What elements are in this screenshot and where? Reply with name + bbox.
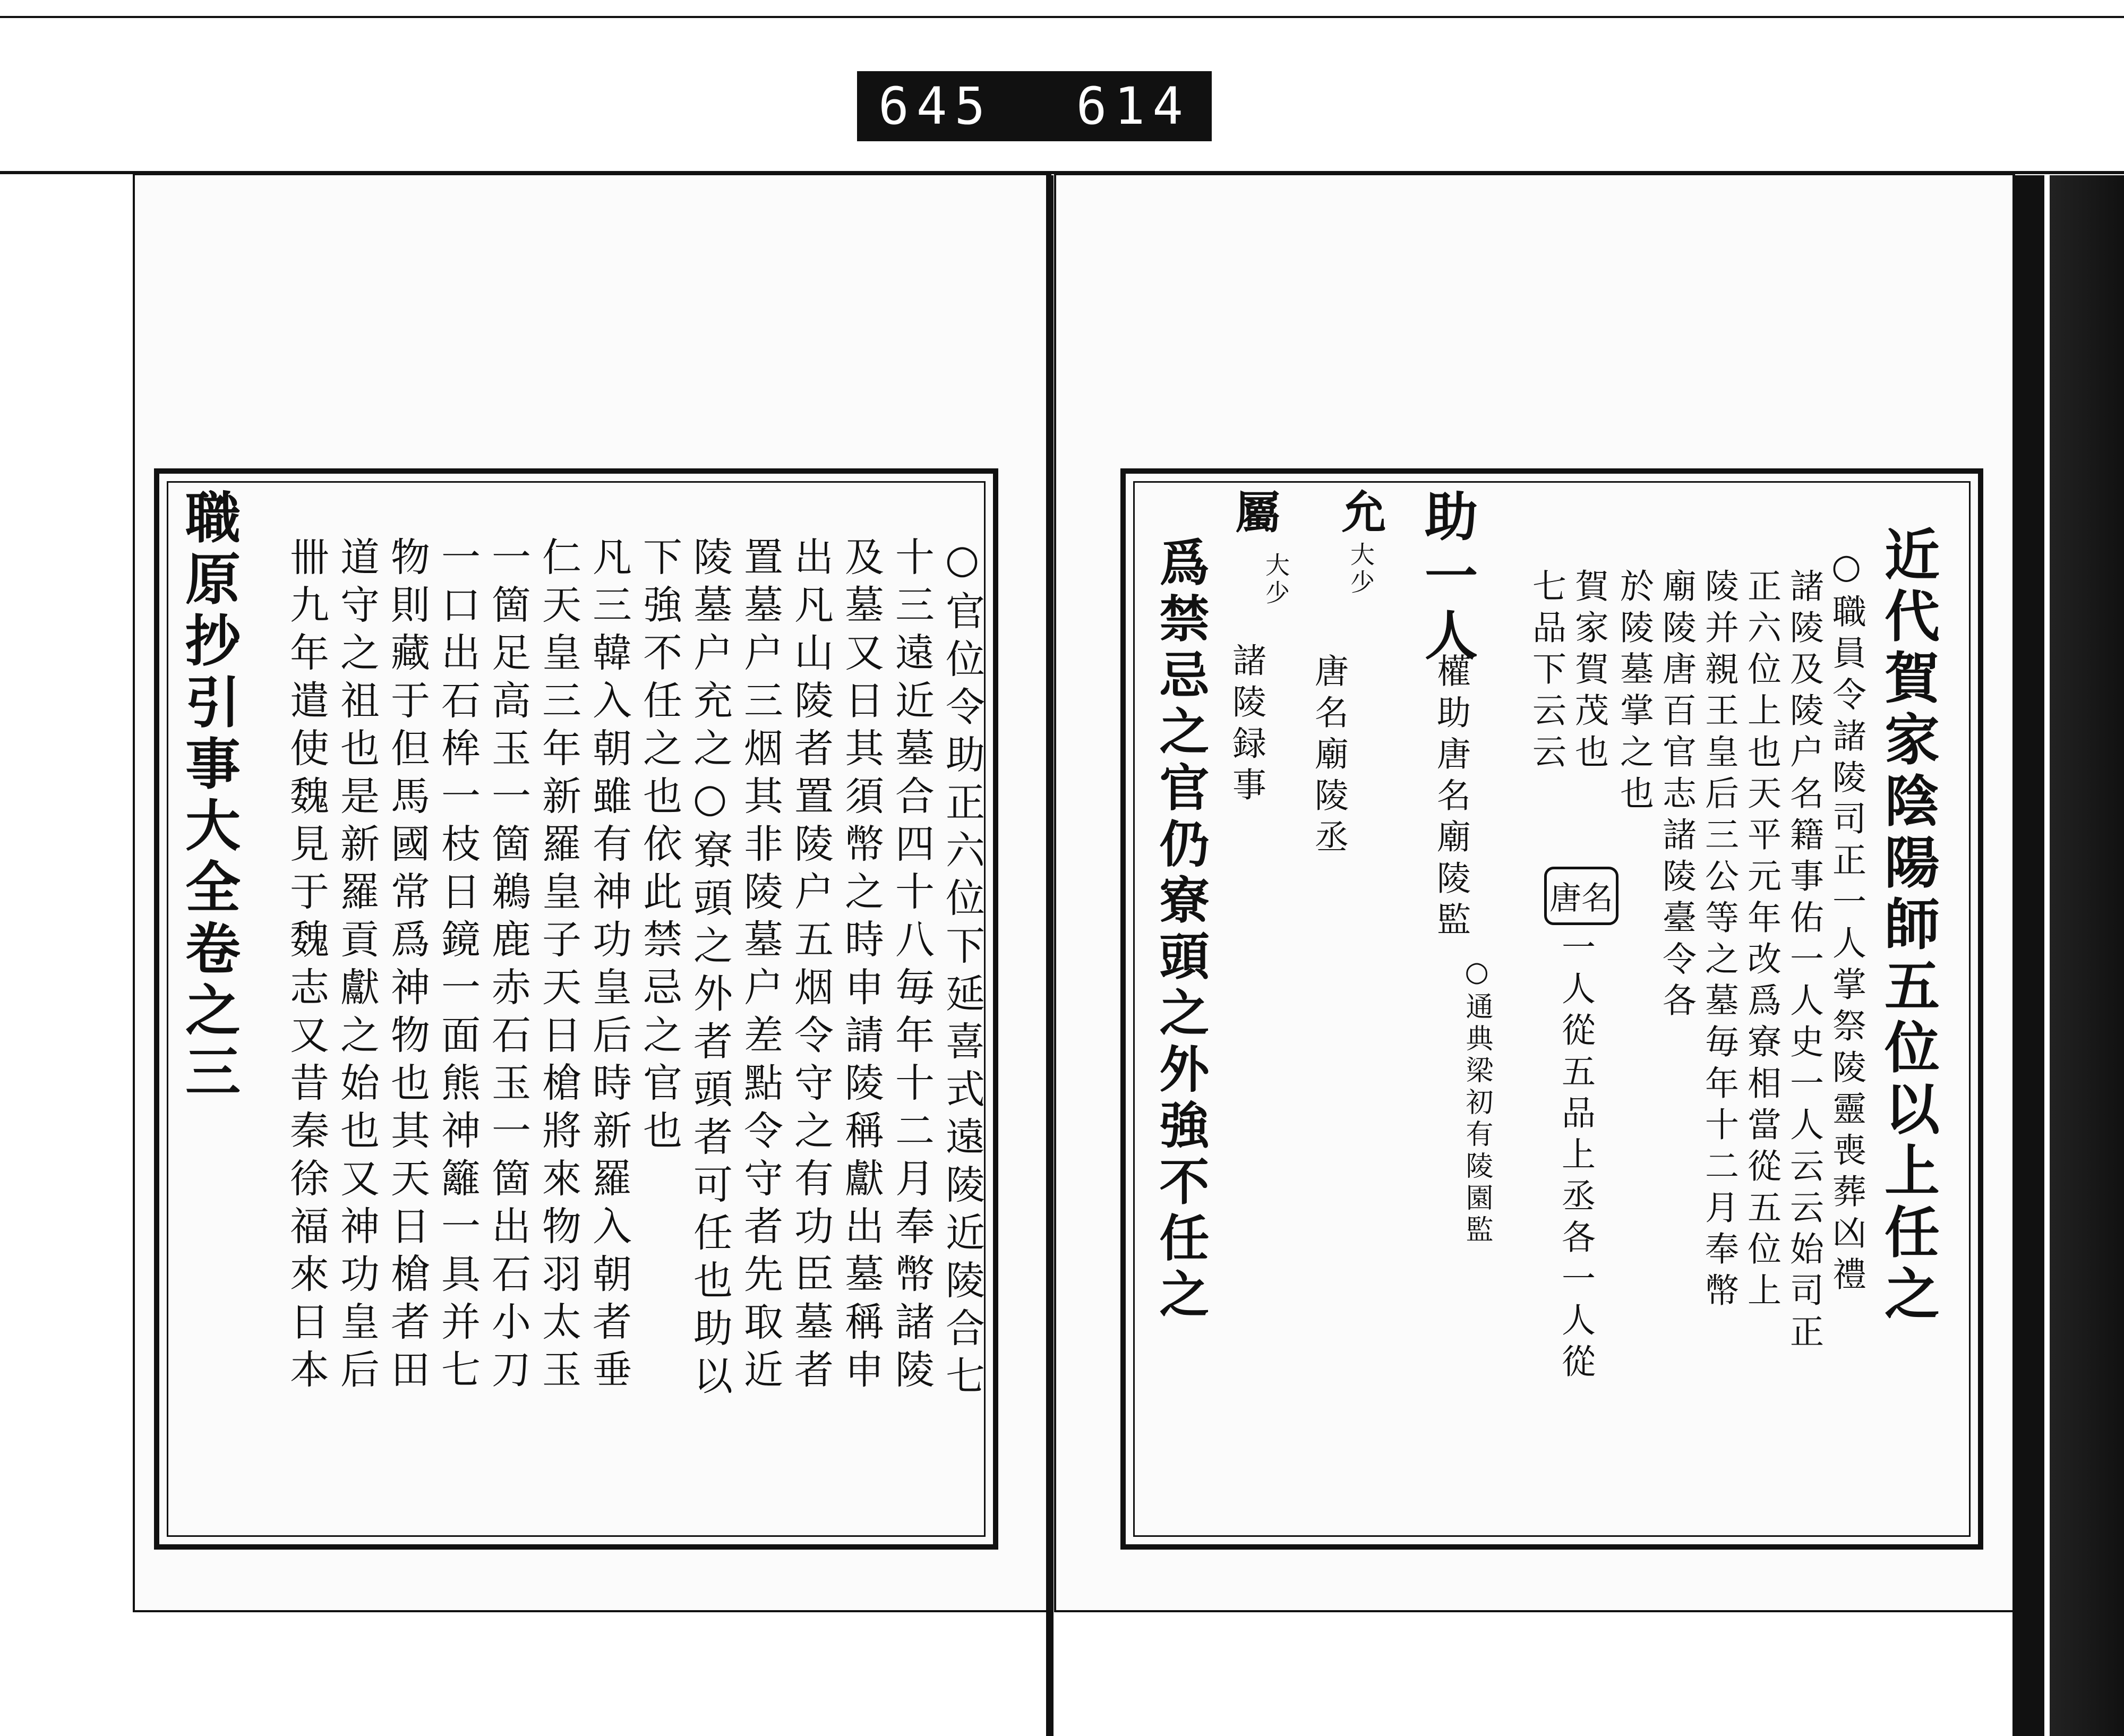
left-col-5: 置墓户三烟其非陵墓户差點令守者先取近 xyxy=(738,536,783,1397)
left-col-10: 一箇足高玉一箇鵜鹿赤石玉一箇出石小刀 xyxy=(485,536,531,1397)
left-col-14: 卌九年遣使魏見于魏志又昔秦徐福來日本 xyxy=(284,536,329,1397)
right-col-3: 正六位上也天平元年改爲寮相當從五位上 xyxy=(1742,568,1781,1314)
jo-tang: 唐名廟陵丞 xyxy=(1309,653,1348,860)
right-col-6: 於陵墓掌之也 xyxy=(1614,568,1654,817)
book-spine xyxy=(1046,175,1054,1736)
right-fore-edge xyxy=(2012,175,2124,1736)
suke-note: 權助唐名廟陵監 xyxy=(1431,653,1470,943)
tag-right-number: 614 xyxy=(1076,76,1191,136)
tag-left-number: 645 xyxy=(878,76,993,136)
right-col-1: ○職員令諸陵司正一人掌祭陵靈喪葬凶禮 xyxy=(1827,547,1866,1298)
right-col-8: 七品下云云 xyxy=(1527,568,1566,775)
left-col-12: 物則藏于但馬國常爲神物也其天日槍者田 xyxy=(384,536,430,1397)
left-col-9: 仁天皇三年新羅皇子天日槍將來物羽太玉 xyxy=(536,536,581,1397)
right-tang-line: 一人從五品上丞各一人從 xyxy=(1556,929,1595,1385)
tang-name-seal: 唐名 xyxy=(1544,867,1618,925)
final-line: 爲禁忌之官仍寮頭之外強不任之 xyxy=(1151,536,1209,1324)
left-col-11: 一口出石桙一枝日鏡一面熊神籬一具并七 xyxy=(435,536,481,1397)
right-page-heading: 近代賀家陰陽師五位以上任之 xyxy=(1875,526,1940,1327)
sakan-note: 大少 xyxy=(1262,552,1290,608)
jo-heading: 允 xyxy=(1334,489,1387,540)
sakan-heading: 屬 xyxy=(1228,489,1281,540)
right-col-4: 陵并親王皇后三公等之墓毎年十二月奉幣 xyxy=(1699,568,1738,1314)
left-col-7: 下強不任之也依此禁忌之官也 xyxy=(637,536,682,1158)
left-col-1: ○官位令助正六位下延喜式遠陵近陵合七 xyxy=(939,536,985,1403)
left-col-13: 道守之祖也是新羅貢獻之始也又神功皇后 xyxy=(334,536,380,1397)
left-col-2: 十三遠近墓合四十八毎年十二月奉幣諸陵 xyxy=(889,536,935,1397)
right-col-5: 廟陵唐百官志諸陵臺令各 xyxy=(1657,568,1696,1024)
right-col-7: 賀家賀茂也 xyxy=(1569,568,1608,775)
left-col-4: 出凡山陵者置陵户五烟令守之有功臣墓者 xyxy=(788,536,834,1397)
jo-note: 大少 xyxy=(1347,542,1375,597)
sakan-tang: 諸陵録事 xyxy=(1227,643,1266,808)
left-col-3: 及墓又日其須幣之時申請陵稱獻出墓稱申 xyxy=(838,536,884,1397)
left-col-8: 凡三韓入朝雖有神功皇后時新羅入朝者垂 xyxy=(586,536,632,1397)
left-page-title: 職原抄引事大全卷之三 xyxy=(176,489,241,1105)
suke-note-2: ○通典梁初有陵園監 xyxy=(1461,956,1493,1247)
archive-number-tag xyxy=(857,71,1212,141)
left-col-6: 陵墓户充之○寮頭之外者頭者可任也助以 xyxy=(687,536,733,1403)
scan-top-border xyxy=(0,0,2124,18)
right-col-2: 諸陵及陵户名籍事佑一人史一人云云始司正 xyxy=(1784,568,1823,1355)
suke-heading: 助一人 xyxy=(1416,489,1478,667)
